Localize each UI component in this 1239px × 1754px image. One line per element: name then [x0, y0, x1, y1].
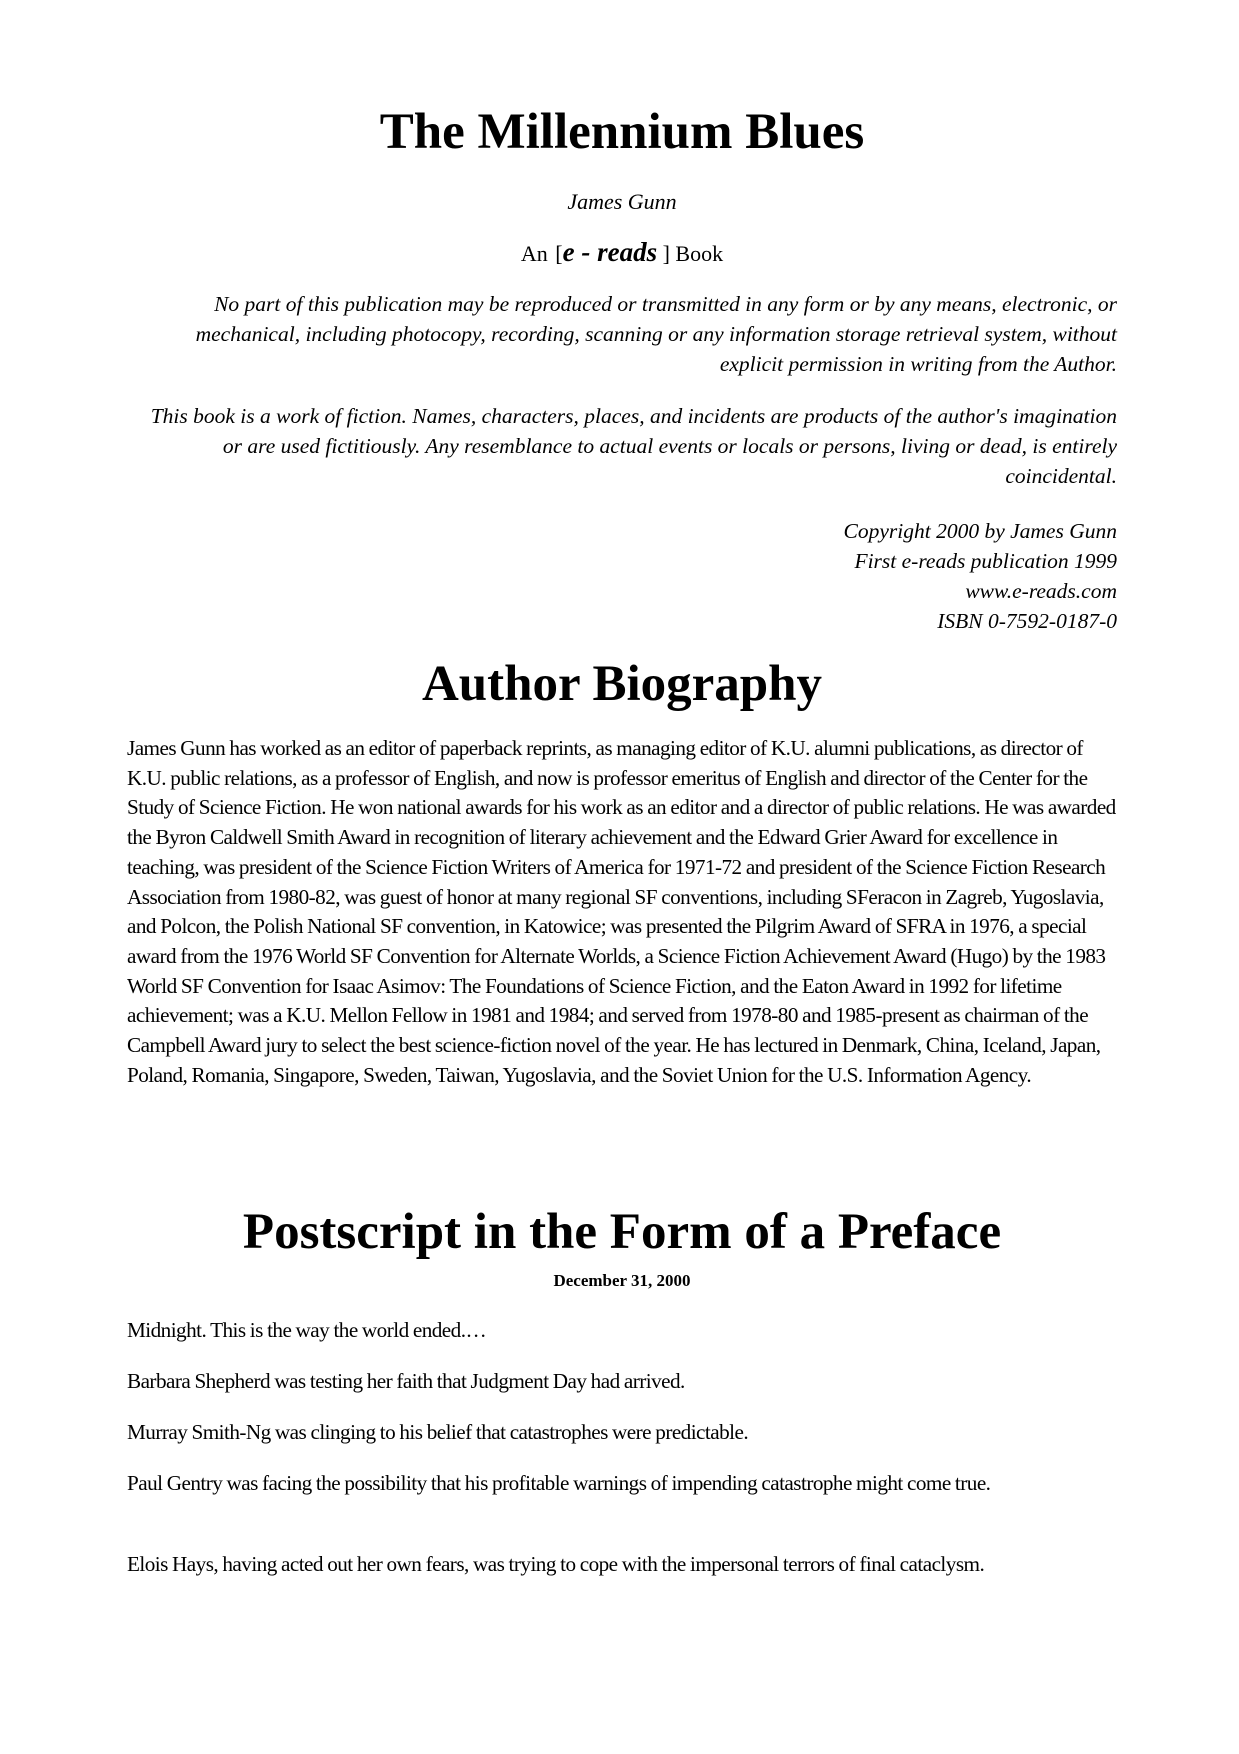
- preface-paragraph: Paul Gentry was facing the possibility that his profitable warnings of impending catastrophe might come true.: [127, 1471, 991, 1495]
- preface-paragraph: Barbara Shepherd was testing her faith that Judgment Day had arrived.: [127, 1369, 685, 1393]
- copyright-line: Copyright 2000 by James Gunn: [843, 519, 1117, 543]
- website-line: www.e-reads.com: [965, 579, 1117, 603]
- imprint-brand: e - reads: [562, 237, 658, 267]
- preface-paragraph: Murray Smith-Ng was clinging to his belief that catastrophes were predictable.: [127, 1420, 749, 1444]
- book-author: James Gunn: [567, 189, 677, 214]
- copyright-block: [127, 516, 1117, 636]
- fiction-notice: This book is a work of fiction. Names, characters, places, and incidents are products of the author's imagination or are used fictitiously. Any resemblance to actual events or locals or persons, living or dead, is entirely coincidental.: [150, 404, 1117, 488]
- biography-heading: Author Biography: [421, 656, 823, 712]
- imprint-line: [127, 235, 1117, 271]
- imprint-suffix: Book: [675, 241, 724, 266]
- publication-line: First e-reads publication 1999: [854, 549, 1117, 573]
- preface-paragraph: Midnight. This is the way the world ended.…: [127, 1318, 487, 1342]
- preface-date: December 31, 2000: [553, 1271, 691, 1290]
- preface-paragraph: Elois Hays, having acted out her own fears, was trying to cope with the impersonal terrors of final cataclysm.: [127, 1552, 985, 1576]
- isbn-line: ISBN 0-7592-0187-0: [937, 609, 1117, 633]
- imprint-prefix: An: [520, 241, 548, 266]
- imprint-bracket-close: ]: [662, 241, 670, 266]
- book-title: The Millennium Blues: [379, 104, 865, 160]
- biography-text: James Gunn has worked as an editor of paperback reprints, as managing editor of K.U. alumni publications, as director of K.U. public relations, as a professor of English, and now is professor emeritus of English and director of the Center for the Study of Science Fiction. He won national awards for his work as an editor and a director of public relations. He was awarded the Byron Caldwell Smith Award in recognition of literary achievement and the Edward Grier Award for excellence in teaching, was president of the Science Fiction Writers of America for 1971-72 and president of the Science Fiction Research Association from 1980-82, was guest of honor at many regional SF conventions, including SFeracon in Zagreb, Yugoslavia, and Polcon, the Polish National SF convention, in Katowice; was presented the Pilgrim Award of SFRA in 1976, a special award from the 1976 World SF Convention for Alternate Worlds, a Science Fiction Achievement Award (Hugo) by the 1983 World SF Convention for Isaac Asimov: The Foundations of Science Fiction, and the Eaton Award in 1992 for lifetime achievement; was a K.U. Mellon Fellow in 1981 and 1984; and served from 1978-80 and 1985-present as chairman of the Campbell Award jury to select the best science-fiction novel of the year. He has lectured in Denmark, China, Iceland, Japan, Poland, Romania, Singapore, Sweden, Taiwan, Yugoslavia, and the Soviet Union for the U.S. Information Agency.: [127, 736, 1116, 1087]
- imprint-bracket-open: [: [555, 241, 563, 266]
- rights-notice: No part of this publication may be reproduced or transmitted in any form or by any means, electronic, or mechanical, including photocopy, recording, scanning or any information storage retrieval system, without explicit permission in writing from the Author.: [195, 292, 1117, 376]
- preface-heading: Postscript in the Form of a Preface: [242, 1204, 1002, 1260]
